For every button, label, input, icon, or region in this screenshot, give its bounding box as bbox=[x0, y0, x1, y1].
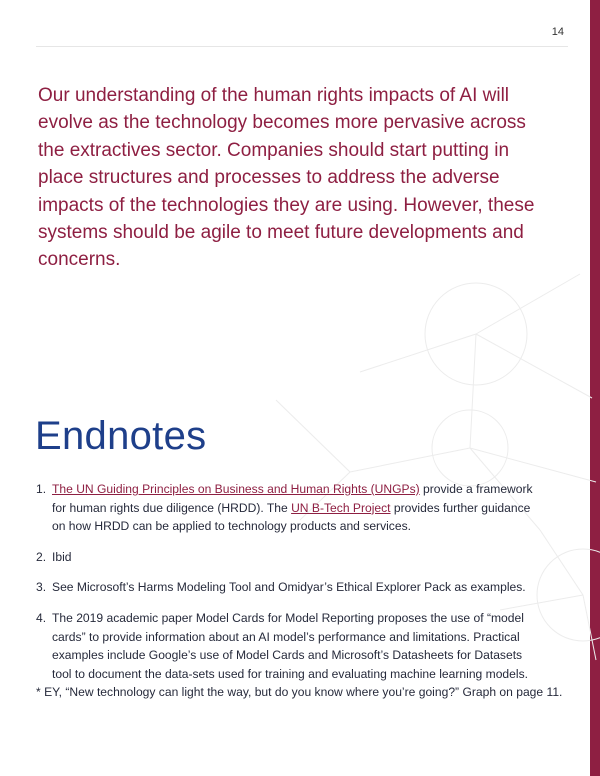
graph-source-footnote: * EY, “New technology can light the way, but do you know where you’re going?” Graph on page 11. bbox=[36, 685, 563, 699]
endnote-number: 3. bbox=[36, 580, 47, 595]
un-btech-project-link[interactable]: UN B-Tech Project bbox=[291, 500, 391, 515]
endnote-text: provides further guidance on how HRDD can be applied to technology products and services. bbox=[52, 500, 531, 534]
page-number: 14 bbox=[551, 26, 564, 38]
endnote-number: 2. bbox=[36, 549, 47, 564]
intro-callout: Our understanding of the human rights impacts of AI will evolve as the technology becomes more pervasive across the extractives sector. Companies should start putting in place structures and processes to address the adverse impacts of the technologies they are using. However, these systems should be agile to meet future developments and concerns. bbox=[38, 85, 535, 271]
endnote-text: The 2019 academic paper Model Cards for Model Reporting proposes the use of “model cards” to provide information about an AI model’s performance and limitations. Practical examples include Google’s use of Model Cards and Microsoft’s Datasheets for Datasets tool to document the data-sets used for training and evaluating machine learning models. bbox=[52, 610, 528, 681]
endnote-number: 4. bbox=[36, 610, 47, 625]
ungps-link[interactable]: The UN Guiding Principles on Business and Human Rights (UNGPs) bbox=[52, 482, 420, 496]
endnote-item bbox=[36, 548, 536, 567]
endnote-number: 1. bbox=[36, 482, 47, 496]
endnotes-list bbox=[36, 480, 536, 695]
endnote-item bbox=[36, 578, 536, 597]
endnotes-heading: Endnotes bbox=[35, 414, 207, 458]
endnote-text: provide a framework for human rights due diligence (HRDD). The bbox=[52, 482, 533, 515]
header-divider bbox=[36, 46, 568, 47]
endnote-item bbox=[36, 609, 536, 683]
endnote-text: Ibid bbox=[52, 549, 72, 564]
endnote-text: See Microsoft’s Harms Modeling Tool and Omidyar’s Ethical Explorer Pack as examples. bbox=[52, 580, 526, 595]
endnote-item bbox=[36, 480, 536, 536]
